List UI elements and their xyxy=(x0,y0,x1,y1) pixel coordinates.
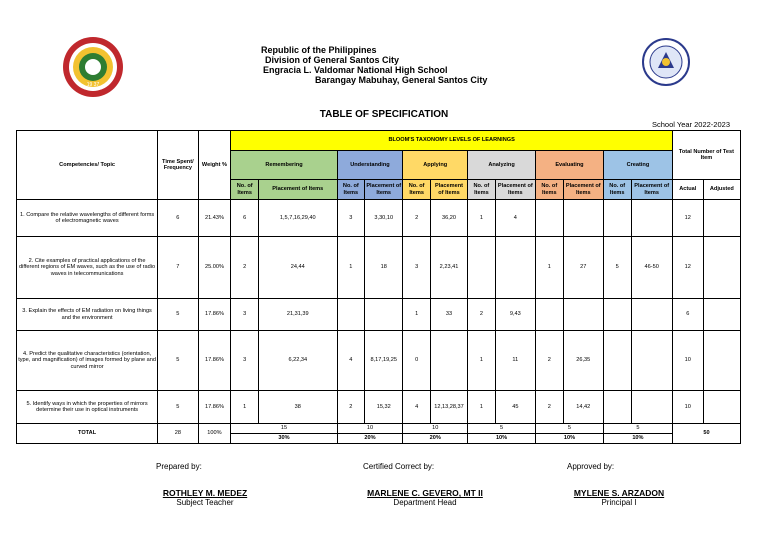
table-cell: 2,23,41 xyxy=(430,237,467,299)
total-count-understanding: 10 xyxy=(337,424,403,434)
total-label: TOTAL xyxy=(17,424,158,444)
approved-signature xyxy=(566,488,672,507)
header-line-4: Barangay Mabuhay, General Santos City xyxy=(315,75,488,85)
table-cell: 2 xyxy=(468,299,496,331)
certified-title: Department Head xyxy=(393,498,457,507)
header-line-1: Republic of the Philippines xyxy=(261,45,377,55)
table-cell xyxy=(495,237,535,299)
table-cell: 1 xyxy=(536,237,564,299)
competency-cell: 1. Compare the relative wavelengths of different forms of electromagnetic waves xyxy=(17,200,158,237)
table-cell: 2 xyxy=(231,237,259,299)
table-cell: 15,32 xyxy=(365,391,403,424)
table-cell xyxy=(563,299,603,331)
table-cell xyxy=(365,299,403,331)
total-percent-understanding: 20% xyxy=(337,434,403,444)
certified-name: MARLENE C. GEVERO, MT II xyxy=(367,488,483,498)
total-percent-applying: 20% xyxy=(403,434,468,444)
level-evaluating: Evaluating xyxy=(536,151,604,180)
prepared-label: Prepared by: xyxy=(156,462,202,471)
time-cell: 5 xyxy=(158,299,198,331)
table-cell: 36,20 xyxy=(430,200,467,237)
prepared-title: Subject Teacher xyxy=(176,498,234,507)
school-address-block xyxy=(261,45,487,85)
table-cell: 27 xyxy=(563,237,603,299)
sub-no-items: No. of Items xyxy=(468,180,496,200)
table-cell xyxy=(631,331,672,391)
adjusted-cell xyxy=(703,299,740,331)
table-cell xyxy=(468,237,496,299)
total-percent-analyzing: 10% xyxy=(468,434,536,444)
level-applying: Applying xyxy=(403,151,468,180)
certified-label: Certified Correct by: xyxy=(363,462,435,471)
table-cell: 5 xyxy=(603,237,631,299)
table-cell: 2 xyxy=(337,391,365,424)
approved-title: Principal I xyxy=(601,498,637,507)
table-cell: 46-50 xyxy=(631,237,672,299)
table-cell xyxy=(536,299,564,331)
header-total-items: Total Number of Test Item xyxy=(672,131,740,180)
table-cell: 21,31,39 xyxy=(259,299,338,331)
table-row xyxy=(17,391,741,424)
table-cell xyxy=(430,331,467,391)
time-cell: 5 xyxy=(158,331,198,391)
table-cell xyxy=(603,299,631,331)
header-time-spent: Time Spent/ Frequency xyxy=(158,131,198,200)
total-count-evaluating: 5 xyxy=(536,424,604,434)
table-row xyxy=(17,200,741,237)
prepared-signature xyxy=(158,488,252,507)
header-line-3: Engracia L. Valdomar National High School xyxy=(263,65,448,75)
document-header xyxy=(0,0,768,100)
total-row xyxy=(17,424,741,434)
table-cell: 14,42 xyxy=(563,391,603,424)
table-cell: 11 xyxy=(495,331,535,391)
approved-label: Approved by: xyxy=(567,462,615,471)
table-cell xyxy=(603,391,631,424)
table-cell: 1,5,7,16,29,40 xyxy=(259,200,338,237)
table-cell: 18 xyxy=(365,237,403,299)
competency-cell: 5. Identify ways in which the properties of mirrors determine their use in optical instruments xyxy=(17,391,158,424)
table-cell: 2 xyxy=(403,200,431,237)
total-weight: 100% xyxy=(198,424,231,444)
table-cell xyxy=(631,299,672,331)
school-seal-logo xyxy=(62,36,124,98)
sub-placement: Placement of Items xyxy=(563,180,603,200)
header-blooms: BLOOM'S TAXONOMY LEVELS OF LEARNINGS xyxy=(231,131,673,151)
sub-no-items: No. of Items xyxy=(536,180,564,200)
level-analyzing: Analyzing xyxy=(468,151,536,180)
document-title: TABLE OF SPECIFICATION xyxy=(319,109,449,120)
time-cell: 7 xyxy=(158,237,198,299)
certified-signature xyxy=(362,488,488,507)
total-count-analyzing: 5 xyxy=(468,424,536,434)
table-cell: 1 xyxy=(468,331,496,391)
adjusted-cell xyxy=(703,331,740,391)
sub-placement: Placement of Items xyxy=(430,180,467,200)
competency-cell: 2. Cite examples of practical applications of the different regions of EM waves, such as the use of radio waves in telecommunications xyxy=(17,237,158,299)
table-cell: 4 xyxy=(403,391,431,424)
sub-placement: Placement of Items xyxy=(495,180,535,200)
table-cell: 6 xyxy=(231,200,259,237)
table-cell: 12,13,28,37 xyxy=(430,391,467,424)
total-count-remembering: 15 xyxy=(231,424,337,434)
seal-year: 19 37 xyxy=(86,82,100,88)
table-cell: 1 xyxy=(468,391,496,424)
table-cell xyxy=(603,200,631,237)
sub-placement: Placement of Items xyxy=(365,180,403,200)
table-cell: 6,22,34 xyxy=(259,331,338,391)
school-year: School Year 2022-2023 xyxy=(652,120,730,129)
competency-cell: 4. Predict the qualitative characteristics (orientation, type, and magnification) of images formed by plane and curved mirror xyxy=(17,331,158,391)
approved-name: MYLENE S. ARZADON xyxy=(573,488,665,498)
total-percent-creating: 10% xyxy=(603,434,672,444)
deped-seal-logo xyxy=(642,38,690,86)
total-percent-remembering: 30% xyxy=(231,434,337,444)
actual-cell: 12 xyxy=(672,200,703,237)
table-cell xyxy=(337,299,365,331)
table-cell: 3 xyxy=(403,237,431,299)
total-sum: 50 xyxy=(672,424,740,444)
table-cell xyxy=(631,391,672,424)
table-cell: 3 xyxy=(231,299,259,331)
level-creating: Creating xyxy=(603,151,672,180)
prepared-name: ROTHLEY M. MEDEZ xyxy=(162,488,248,498)
header-competencies: Competencies/ Topic xyxy=(17,131,158,200)
table-cell: 2 xyxy=(536,331,564,391)
table-cell: 3 xyxy=(231,331,259,391)
weight-cell: 17.86% xyxy=(198,331,231,391)
table-cell xyxy=(603,331,631,391)
table-cell: 0 xyxy=(403,331,431,391)
actual-cell: 10 xyxy=(672,331,703,391)
adjusted-cell xyxy=(703,237,740,299)
table-cell: 4 xyxy=(337,331,365,391)
actual-cell: 10 xyxy=(672,391,703,424)
table-of-specification xyxy=(16,130,741,444)
table-cell xyxy=(563,200,603,237)
weight-cell: 21.43% xyxy=(198,200,231,237)
table-cell: 9,43 xyxy=(495,299,535,331)
adjusted-cell xyxy=(703,200,740,237)
table-cell: 33 xyxy=(430,299,467,331)
sub-no-items: No. of Items xyxy=(337,180,365,200)
table-row xyxy=(17,299,741,331)
table-cell: 24,44 xyxy=(259,237,338,299)
total-time: 28 xyxy=(158,424,198,444)
table-cell: 45 xyxy=(495,391,535,424)
sub-no-items: No. of Items xyxy=(603,180,631,200)
adjusted-cell xyxy=(703,391,740,424)
weight-cell: 17.86% xyxy=(198,391,231,424)
table-cell: 38 xyxy=(259,391,338,424)
table-cell: 4 xyxy=(495,200,535,237)
total-percent-evaluating: 10% xyxy=(536,434,604,444)
competency-cell: 3. Explain the effects of EM radiation on living things and the environment xyxy=(17,299,158,331)
table-cell: 1 xyxy=(403,299,431,331)
weight-cell: 25.00% xyxy=(198,237,231,299)
table-cell: 1 xyxy=(468,200,496,237)
sub-actual: Actual xyxy=(672,180,703,200)
table-cell: 26,35 xyxy=(563,331,603,391)
header-line-2: Division of General Santos City xyxy=(265,55,400,65)
table-cell: 3,30,10 xyxy=(365,200,403,237)
weight-cell: 17.86% xyxy=(198,299,231,331)
actual-cell: 12 xyxy=(672,237,703,299)
total-count-applying: 10 xyxy=(403,424,468,434)
header-weight: Weight % xyxy=(198,131,231,200)
table-cell: 1 xyxy=(231,391,259,424)
table-cell xyxy=(631,200,672,237)
table-cell: 2 xyxy=(536,391,564,424)
sub-placement: Placement of Items xyxy=(631,180,672,200)
table-cell: 8,17,19,25 xyxy=(365,331,403,391)
level-remembering: Remembering xyxy=(231,151,337,180)
table-cell xyxy=(536,200,564,237)
table-row xyxy=(17,331,741,391)
table-row xyxy=(17,237,741,299)
time-cell: 6 xyxy=(158,200,198,237)
sub-placement: Placement of Items xyxy=(259,180,338,200)
table-cell: 3 xyxy=(337,200,365,237)
total-count-creating: 5 xyxy=(603,424,672,434)
sub-no-items: No. of Items xyxy=(231,180,259,200)
sub-no-items: No. of Items xyxy=(403,180,431,200)
table-cell: 1 xyxy=(337,237,365,299)
time-cell: 5 xyxy=(158,391,198,424)
level-understanding: Understanding xyxy=(337,151,403,180)
sub-adjusted: Adjusted xyxy=(703,180,740,200)
actual-cell: 6 xyxy=(672,299,703,331)
